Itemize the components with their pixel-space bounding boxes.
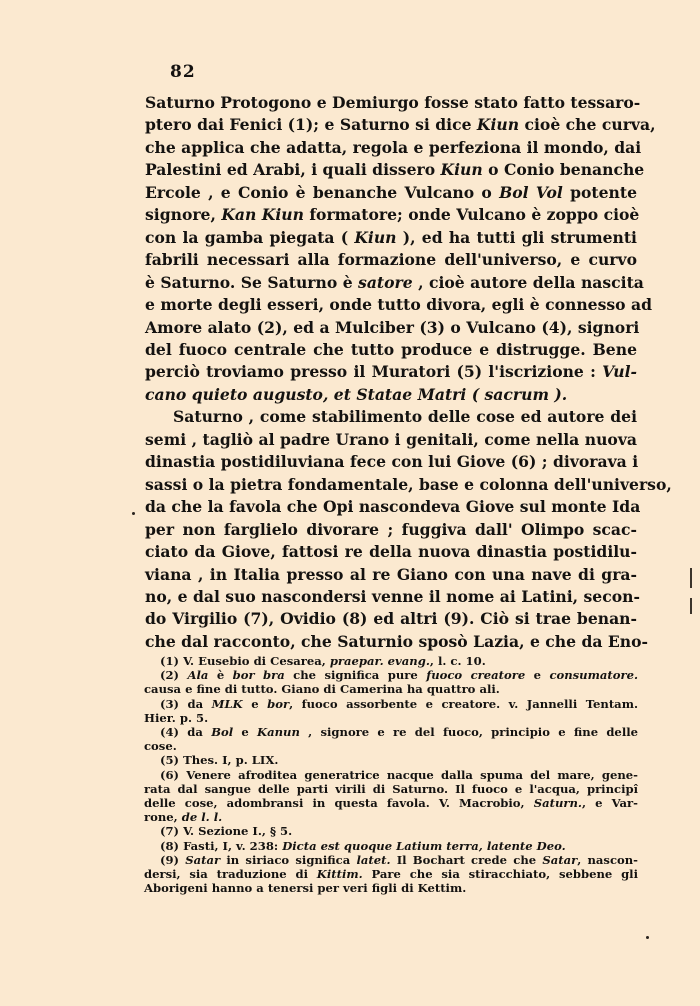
footnote-line: causa e fine di tutto. Giano di Camerina ha quattro ali.: [144, 682, 500, 697]
text-line: è Saturno. Se Saturno è satore , cioè autore della nascita: [145, 272, 644, 292]
footnote-line: (9) Satar in siriaco significa latet. Il Bochart crede che Satar, nascon-: [160, 852, 638, 867]
footnote-line: (6) Venere afroditea generatrice nacque dalla spuma del mare, gene-: [160, 767, 638, 782]
footnote-line: dersi, sia traduzione di Kittim. Pare che sia stiracchiato, sebbene gli: [144, 867, 638, 882]
footnote-line: rata dal sangue delle parti virili di Saturno. Il fuoco e l'acqua, principî: [144, 781, 638, 796]
text-line: del fuoco centrale che tutto produce e distrugge. Bene: [145, 339, 637, 359]
footnote-line: (3) da MLK e bor, fuoco assorbente e creatore. v. Jannelli Tentam.: [160, 696, 638, 711]
text-line: che applica che adatta, regola e perfeziona il mondo, dai: [145, 137, 642, 157]
footnote-line: (1) V. Eusebio di Cesarea, praepar. evang., l. c. 10.: [160, 654, 486, 668]
text-line: da che la favola che Opi nascondeva Giove sul monte Ida: [145, 497, 641, 517]
text-line: ptero dai Fenici (1); e Saturno si dice Kiun cioè che curva,: [145, 115, 656, 135]
text-line: Amore alato (2), ed a Mulciber (3) o Vulcano (4), signori: [145, 317, 640, 337]
text-line: Saturno , come stabilimento delle cose ed autore dei: [173, 407, 637, 427]
text-line: che dal racconto, che Saturnio sposò Lazia, e che da Eno-: [145, 631, 649, 651]
scan-margin-mark: [690, 568, 692, 588]
text-line: sassi o la pietra fondamentale, base e colonna dell'universo,: [145, 474, 672, 494]
footnote-line: Aborigeni hanno a tenersi per veri figli di Kettim.: [144, 881, 467, 896]
text-line: fabrili necessari alla formazione dell'universo, e curvo: [145, 250, 637, 270]
scan-margin-mark: [690, 598, 692, 614]
text-line: e morte degli esseri, onde tutto divora, egli è connesso ad: [145, 295, 652, 315]
text-line: Saturno Protogono e Demiurgo fosse stato fatto tessaro-: [145, 93, 641, 112]
footnote-line: cose.: [144, 739, 177, 754]
text-line: perciò troviamo presso il Muratori (5) l'iscrizione : Vul-: [145, 362, 637, 382]
text-line: signore, Kan Kiun formatore; onde Vulcano è zoppo cioè: [145, 205, 640, 225]
text-line: Palestini ed Arabi, i quali dissero Kiun o Conio benanche: [145, 160, 645, 180]
text-line: no, e dal suo nascondersi venne il nome ai Latini, secon-: [145, 586, 640, 606]
text-line: dinastia postidiluviana fece con lui Giove (6) ; divorava i: [145, 452, 639, 472]
footnote-line: Hier. p. 5.: [144, 710, 209, 725]
footnotes: [144, 654, 639, 896]
footnote-line: (8) Fasti, I, v. 238: Dicta est quoque Latium terra, latente Deo.: [160, 838, 566, 853]
text-line: cano quieto augusto, et Statae Matri ( sacrum ).: [145, 384, 568, 404]
scan-speck: [132, 512, 135, 515]
text-line: semi , tagliò al padre Urano i genitali, come nella nuova: [145, 429, 637, 449]
footnote-line: delle cose, adombransi in questa favola. V. Macrobio, Saturn., e Var-: [144, 796, 638, 811]
text-line: Ercole , e Conio è benanche Vulcano o Bol Vol potente: [145, 182, 637, 202]
text-line: viana , in Italia presso al re Giano con una nave di gra-: [145, 564, 637, 584]
page-number: 82: [170, 62, 196, 82]
scan-speck: [646, 936, 649, 939]
text-line: con la gamba piegata ( Kiun ), ed ha tutti gli strumenti: [145, 227, 637, 247]
footnote-line: rone, de l. l.: [144, 810, 223, 825]
main-text: [145, 92, 672, 653]
footnote-line: (4) da Bol e Kanun , signore e re del fuoco, principio e fine delle: [160, 725, 638, 740]
text-line: per non farglielo divorare ; fuggiva dall' Olimpo scac-: [145, 519, 637, 539]
text-line: do Virgilio (7), Ovidio (8) ed altri (9). Ciò si trae benan-: [145, 609, 637, 629]
footnote-line: (2) Ala è bor bra che significa pure fuoco creatore e consumatore.: [160, 668, 639, 683]
text-line: ciato da Giove, fattosi re della nuova dinastia postidilu-: [145, 542, 637, 562]
footnote-line: (5) Thes. I, p. LIX.: [160, 753, 279, 768]
footnote-line: (7) V. Sezione I., § 5.: [160, 824, 293, 839]
